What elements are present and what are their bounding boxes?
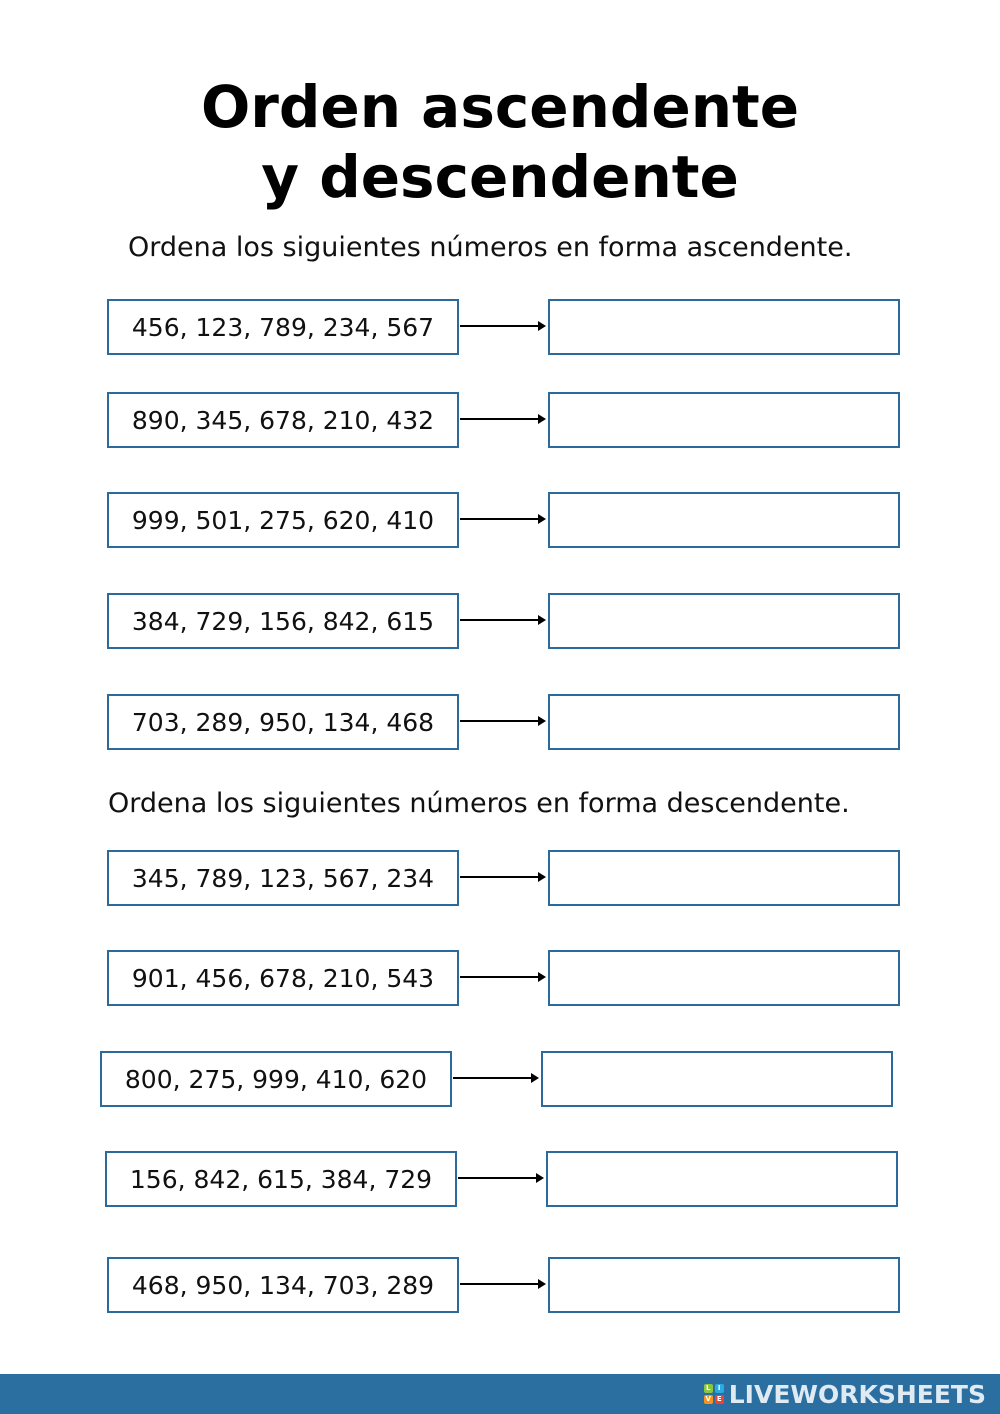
- answer-input-asc-5[interactable]: [548, 694, 900, 750]
- logo-letter-i: I: [715, 1384, 724, 1393]
- number-list-box: 901, 456, 678, 210, 543: [107, 950, 459, 1006]
- exercise-row-desc-1: [107, 850, 907, 906]
- number-list-box: 345, 789, 123, 567, 234: [107, 850, 459, 906]
- answer-input-desc-1[interactable]: [548, 850, 900, 906]
- right-arrow-icon: [460, 970, 546, 984]
- answer-input-desc-4[interactable]: [546, 1151, 898, 1207]
- number-list-box: 703, 289, 950, 134, 468: [107, 694, 459, 750]
- ascending-instruction: Ordena los siguientes números en forma ascendente.: [128, 232, 853, 263]
- descending-instruction: Ordena los siguientes números en forma descendente.: [108, 788, 850, 819]
- brand-name: LIVEWORKSHEETS: [728, 1379, 986, 1409]
- page-title: [0, 72, 1000, 212]
- answer-input-asc-3[interactable]: [548, 492, 900, 548]
- answer-input-asc-4[interactable]: [548, 593, 900, 649]
- exercise-row-desc-5: [107, 1257, 907, 1313]
- right-arrow-icon: [460, 1277, 546, 1291]
- number-list-box: 999, 501, 275, 620, 410: [107, 492, 459, 548]
- right-arrow-icon: [460, 512, 546, 526]
- answer-input-desc-5[interactable]: [548, 1257, 900, 1313]
- number-list-box: 890, 345, 678, 210, 432: [107, 392, 459, 448]
- right-arrow-icon: [458, 1171, 544, 1185]
- right-arrow-icon: [460, 870, 546, 884]
- number-list-box: 468, 950, 134, 703, 289: [107, 1257, 459, 1313]
- answer-input-asc-2[interactable]: [548, 392, 900, 448]
- right-arrow-icon: [460, 319, 546, 333]
- answer-input-desc-3[interactable]: [541, 1051, 893, 1107]
- exercise-row-asc-2: [107, 392, 907, 448]
- exercise-row-asc-4: [107, 593, 907, 649]
- logo-letter-e: E: [715, 1395, 724, 1404]
- liveworksheets-logo[interactable]: [704, 1378, 986, 1410]
- logo-letter-v: V: [705, 1395, 711, 1403]
- footer-bar: [0, 1374, 1000, 1414]
- number-list-box: 456, 123, 789, 234, 567: [107, 299, 459, 355]
- exercise-row-asc-1: [107, 299, 907, 355]
- number-list-box: 156, 842, 615, 384, 729: [105, 1151, 457, 1207]
- exercise-row-desc-3: [100, 1051, 900, 1107]
- exercise-row-asc-5: [107, 694, 907, 750]
- number-list-box: 800, 275, 999, 410, 620: [100, 1051, 452, 1107]
- title-line-2: y descendente: [261, 143, 739, 211]
- right-arrow-icon: [460, 714, 546, 728]
- logo-letter-l: L: [704, 1384, 713, 1393]
- number-list-box: 384, 729, 156, 842, 615: [107, 593, 459, 649]
- exercise-row-desc-4: [105, 1151, 905, 1207]
- answer-input-desc-2[interactable]: [548, 950, 900, 1006]
- exercise-row-desc-2: [107, 950, 907, 1006]
- right-arrow-icon: [460, 613, 546, 627]
- title-line-1: Orden ascendente: [200, 73, 800, 141]
- right-arrow-icon: [460, 412, 546, 426]
- right-arrow-icon: [453, 1071, 539, 1085]
- exercise-row-asc-3: [107, 492, 907, 548]
- liveworksheets-logo-icon: [704, 1384, 724, 1404]
- answer-input-asc-1[interactable]: [548, 299, 900, 355]
